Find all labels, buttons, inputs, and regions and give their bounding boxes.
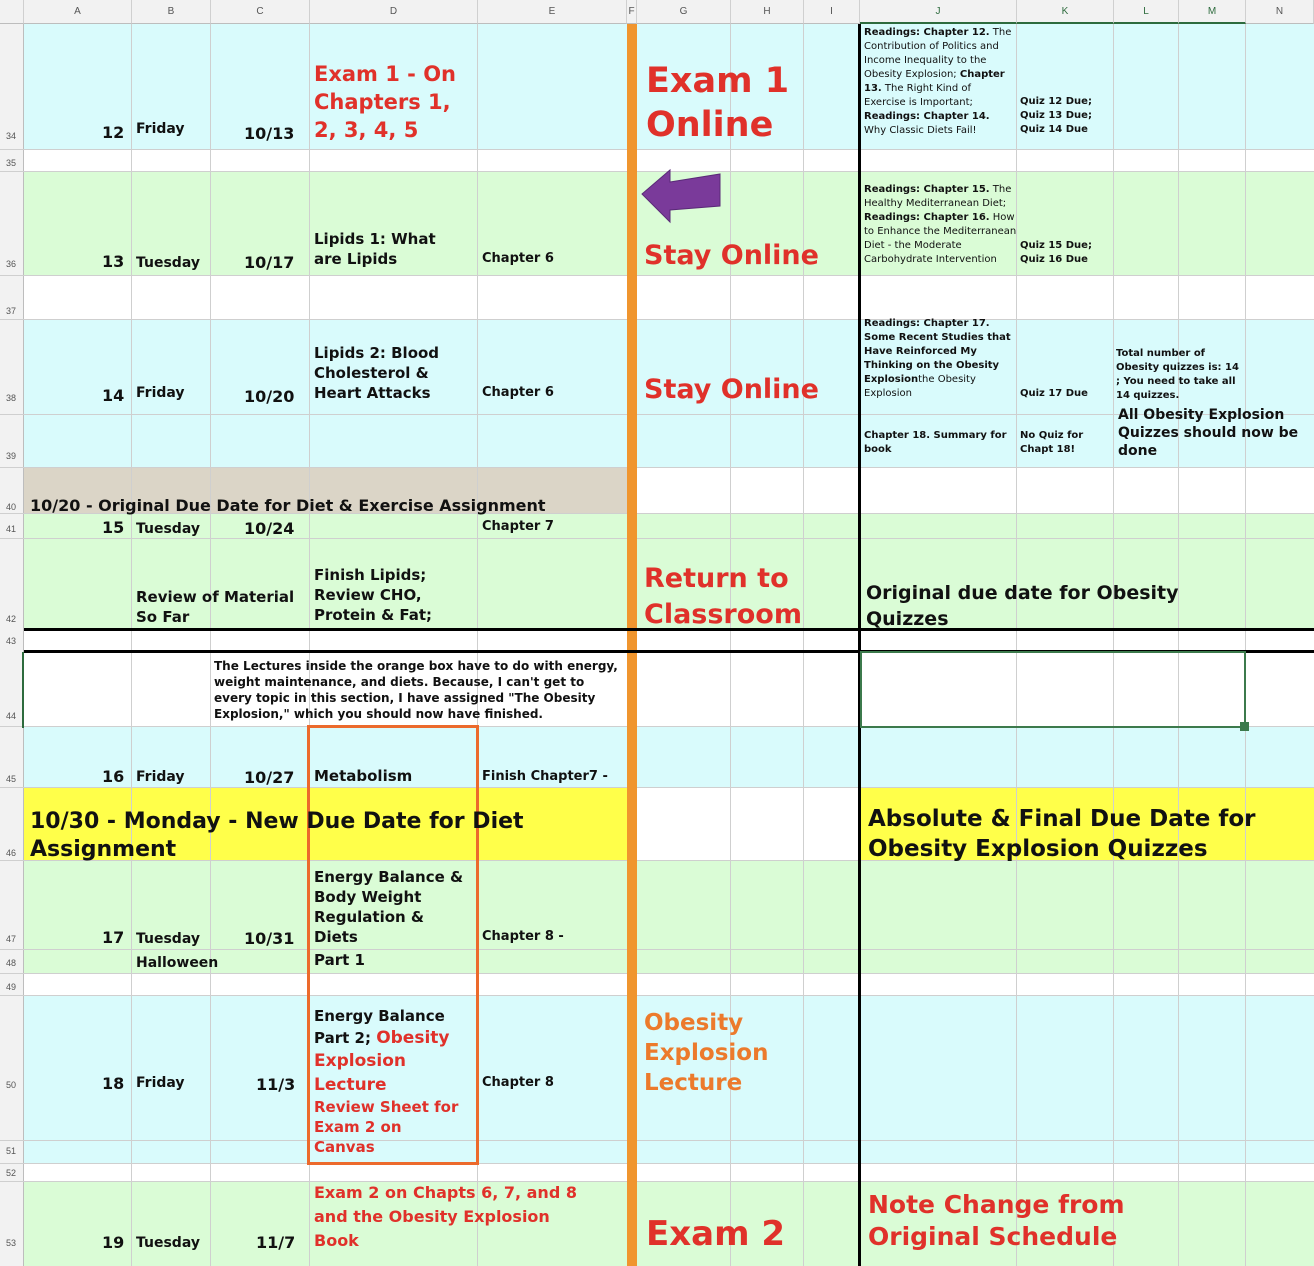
total-quiz-note[interactable]: Total number of Obesity quizzes is: 14 ; You need to take all 14 quizzes. xyxy=(1116,348,1239,401)
lecture-date[interactable]: 10/27 xyxy=(244,768,295,787)
topic-line: Lipids 2: Blood xyxy=(314,344,440,362)
orange-column-border xyxy=(627,24,637,1266)
status-line: Return to xyxy=(644,563,789,594)
column-header-l[interactable]: L xyxy=(1114,0,1179,24)
quiz-line: Quiz 14 Due xyxy=(1020,124,1088,135)
row-header-50[interactable]: 50 xyxy=(6,1080,17,1090)
gridline xyxy=(0,1181,1314,1182)
column-header-k[interactable]: K xyxy=(1017,0,1114,24)
column-header-h[interactable]: H xyxy=(731,0,804,24)
topic-line: Finish Lipids; xyxy=(314,566,427,584)
lecture-number[interactable]: 13 xyxy=(102,252,125,271)
banner-line: Absolute & Final Due Date for xyxy=(868,806,1256,832)
review-line: Canvas xyxy=(314,1138,375,1156)
lecture-date[interactable]: 11/7 xyxy=(256,1233,296,1252)
reading-text: Why Classic Diets Fail! xyxy=(864,125,977,136)
chapter-ref[interactable]: Chapter 8 - xyxy=(482,929,564,944)
row-header-39[interactable]: 39 xyxy=(6,451,17,461)
reading-bold: Readings: Chapter 15. xyxy=(864,184,990,195)
all-quizzes-done[interactable]: All Obesity Explosion Quizzes should now be done xyxy=(1118,407,1299,459)
reading-text: The Right Kind of Exercise is Important; xyxy=(864,83,973,108)
gridline xyxy=(0,787,1314,788)
lecture-date[interactable]: 11/3 xyxy=(256,1075,296,1094)
chapter-ref[interactable]: Finish Chapter7 - xyxy=(482,769,608,784)
banner-line: Assignment xyxy=(30,837,177,862)
status-exam2[interactable]: Exam 2 xyxy=(646,1214,786,1254)
lecture-day[interactable]: Friday xyxy=(136,769,185,785)
note-line: Original due date for Obesity xyxy=(866,582,1179,604)
halloween-note[interactable]: Halloween xyxy=(136,955,219,971)
topic-metabolism[interactable]: Metabolism xyxy=(314,767,413,785)
selected-cell-range[interactable] xyxy=(860,651,1246,728)
row-header-48[interactable]: 48 xyxy=(6,958,17,968)
gridline xyxy=(0,538,1314,539)
gridline xyxy=(0,1140,1314,1141)
column-header-m[interactable]: M xyxy=(1179,0,1246,24)
reading-bold: Readings: Chapter 14. xyxy=(864,111,990,122)
row-header-42[interactable]: 42 xyxy=(6,614,17,624)
gridline xyxy=(0,275,1314,276)
reading-bold: Readings: Chapter 16. xyxy=(864,212,990,223)
reading-text: The Healthy Mediterranean Diet; xyxy=(864,184,1012,209)
chapter-ref[interactable]: Chapter 7 xyxy=(482,519,554,534)
row-header-52[interactable]: 52 xyxy=(6,1168,17,1178)
topic-line: Exam 2 on Chapts 6, 7, and 8 xyxy=(314,1183,577,1202)
reading-bold: Readings: Chapter 12. xyxy=(864,27,990,38)
row-header-44[interactable]: 44 xyxy=(6,711,17,721)
topic-part1[interactable]: Part 1 xyxy=(314,951,365,969)
quiz-line: Quiz 15 Due; xyxy=(1020,240,1092,251)
row-header-34[interactable]: 34 xyxy=(6,131,17,141)
readings-17[interactable] xyxy=(864,317,1014,401)
topic-finish-lipids[interactable] xyxy=(314,565,432,625)
reading-text: How to Enhance the Mediterranean Diet - the Moderate Carbohydrate Intervention xyxy=(864,212,1017,265)
row-header-51[interactable]: 51 xyxy=(6,1146,17,1156)
topic-line: Chapters 1, xyxy=(314,90,451,114)
topic-line: Regulation & xyxy=(314,908,425,926)
row-header-41[interactable]: 41 xyxy=(6,524,17,534)
gridline xyxy=(0,149,1314,150)
quiz-line: Quiz 12 Due; xyxy=(1020,96,1092,107)
reading-bold: Chapter 13. xyxy=(864,69,1005,94)
topic-line: Book xyxy=(314,1231,359,1250)
status-line: Lecture xyxy=(644,1070,743,1096)
column-header-n[interactable]: N xyxy=(1246,0,1314,24)
row-header-49[interactable]: 49 xyxy=(6,982,17,992)
review-line: So Far xyxy=(136,608,190,626)
readings-15-16[interactable] xyxy=(864,183,1018,267)
row-header-35[interactable]: 35 xyxy=(6,158,17,168)
quizzes-15-16[interactable] xyxy=(1020,239,1092,267)
column-header-d[interactable]: D xyxy=(310,0,478,24)
topic-line: Cholesterol & xyxy=(314,364,429,382)
gridline xyxy=(0,467,1314,468)
topic-red-line: Obesity xyxy=(376,1028,450,1048)
lecture-number[interactable]: 17 xyxy=(102,928,125,947)
note-schedule-change[interactable] xyxy=(868,1189,1125,1253)
row-header-38[interactable]: 38 xyxy=(6,393,17,403)
topic-lipids1[interactable] xyxy=(314,229,436,269)
topic-exam2[interactable] xyxy=(314,1181,577,1253)
gridline xyxy=(1178,24,1179,1266)
band-row-47-48-right xyxy=(637,861,1314,973)
original-due-obesity[interactable] xyxy=(866,580,1179,632)
lecture-date[interactable]: 10/24 xyxy=(244,519,295,538)
lecture-day[interactable]: Friday xyxy=(136,385,185,401)
gridline xyxy=(0,995,1314,996)
topic-line: Lipids 1: What xyxy=(314,230,436,248)
status-stay-online[interactable]: Stay Online xyxy=(644,240,819,271)
no-quiz-18[interactable]: No Quiz for Chapt 18! xyxy=(1020,430,1084,455)
lecture-day[interactable]: Tuesday xyxy=(136,255,200,271)
status-line: Classroom xyxy=(644,599,802,630)
fill-handle[interactable] xyxy=(1240,722,1249,731)
lecture-number[interactable]: 19 xyxy=(102,1233,125,1252)
row-header-53[interactable]: 53 xyxy=(6,1238,17,1248)
status-line: Online xyxy=(646,105,774,145)
topic-line: Diets xyxy=(314,928,358,946)
topic-line: Exam 1 - On xyxy=(314,62,457,86)
left-arrow-icon xyxy=(640,168,724,224)
topic-line: Part 2; xyxy=(314,1029,371,1047)
gridline xyxy=(0,1163,1314,1164)
row-header-45[interactable]: 45 xyxy=(6,774,17,784)
gridline xyxy=(0,319,1314,320)
topic-red-line: Explosion xyxy=(314,1051,406,1071)
lecture-day[interactable]: Tuesday xyxy=(136,521,200,537)
column-header-j[interactable]: J xyxy=(860,0,1017,24)
row-header-47[interactable]: 47 xyxy=(6,934,17,944)
review-line: Review of Material xyxy=(136,588,295,606)
row-header-46[interactable]: 46 xyxy=(6,848,17,858)
topic-line: Body Weight xyxy=(314,888,422,906)
lecture-date[interactable]: 10/13 xyxy=(244,124,295,143)
column-header-i[interactable]: I xyxy=(804,0,860,24)
lecture-date[interactable]: 10/31 xyxy=(244,929,295,948)
lecture-day[interactable]: Tuesday xyxy=(136,931,200,947)
lecture-date[interactable]: 10/17 xyxy=(244,253,295,272)
review-line: Review Sheet for xyxy=(314,1098,459,1116)
column-header-g[interactable]: G xyxy=(637,0,731,24)
quizzes-12-14[interactable] xyxy=(1020,95,1092,137)
band-row-45-right xyxy=(637,727,1314,788)
row-header-40[interactable]: 40 xyxy=(6,502,17,512)
row-header-43[interactable]: 43 xyxy=(6,636,17,646)
black-divider xyxy=(858,24,861,1266)
quiz-line: Quiz 13 Due; xyxy=(1020,110,1092,121)
lecture-day[interactable]: Friday xyxy=(136,121,185,137)
column-header-e[interactable]: E xyxy=(478,0,627,24)
topic-exam1[interactable] xyxy=(314,60,456,144)
lecture-day[interactable]: Tuesday xyxy=(136,1235,200,1251)
banner-line: Obesity Explosion Quizzes xyxy=(868,836,1208,862)
status-exam1-online[interactable] xyxy=(646,59,789,147)
status-return-classroom[interactable] xyxy=(644,561,802,633)
readings-12-14[interactable] xyxy=(864,26,1014,138)
gridline xyxy=(210,24,211,1266)
gridline xyxy=(803,24,804,1266)
chapter-ref[interactable]: Chapter 6 xyxy=(482,385,554,400)
gridline xyxy=(0,973,1314,974)
lecture-number[interactable]: 16 xyxy=(102,767,125,786)
column-header-b[interactable]: B xyxy=(132,0,211,24)
topic-line: Protein & Fat; xyxy=(314,606,433,624)
note-line: Quizzes xyxy=(866,608,949,630)
row-header-37[interactable]: 37 xyxy=(6,306,17,316)
row-header-36[interactable]: 36 xyxy=(6,259,17,269)
topic-line: Energy Balance & xyxy=(314,868,464,886)
topic-line: Review CHO, xyxy=(314,586,422,604)
chapter18-summary[interactable]: Chapter 18. Summary for book xyxy=(864,430,1007,455)
topic-line: and the Obesity Explosion xyxy=(314,1207,550,1226)
column-header-a[interactable]: A xyxy=(24,0,132,24)
topic-line: are Lipids xyxy=(314,250,398,268)
lecture-date[interactable]: 10/20 xyxy=(244,387,295,406)
topic-line: Heart Attacks xyxy=(314,384,431,402)
original-due-banner[interactable]: 10/20 - Original Due Date for Diet & Exercise Assignment xyxy=(30,496,546,515)
note-line: Note Change from xyxy=(868,1190,1125,1219)
topic-line: 2, 3, 4, 5 xyxy=(314,118,419,142)
review-line: Exam 2 on xyxy=(314,1118,402,1136)
status-line: Explosion xyxy=(644,1040,769,1066)
lecture-day[interactable]: Friday xyxy=(136,1075,185,1091)
chapter-ref[interactable]: Chapter 8 xyxy=(482,1075,554,1090)
review-material[interactable] xyxy=(136,587,294,627)
reading-bold: Readings: Chapter 17. Some Recent Studies that Have Reinforced My Thinking on the Obesity Explosion xyxy=(864,318,1011,385)
review-sheet-exam2[interactable] xyxy=(314,1097,458,1157)
topic-red-line: Lecture xyxy=(314,1075,387,1095)
column-header-c[interactable]: C xyxy=(211,0,310,24)
status-obesity-lecture[interactable] xyxy=(644,1008,768,1098)
banner-line: 10/30 - Monday - New Due Date for Diet xyxy=(30,809,524,834)
final-due-banner[interactable] xyxy=(868,804,1256,864)
topic-energy-balance[interactable] xyxy=(314,867,463,947)
new-due-banner[interactable] xyxy=(30,808,524,864)
lecture-number[interactable]: 12 xyxy=(102,123,125,142)
gridline xyxy=(0,414,1314,415)
gridline xyxy=(1113,24,1114,1266)
lecture-number[interactable]: 18 xyxy=(102,1074,125,1093)
note-line: Original Schedule xyxy=(868,1222,1118,1251)
corner-select-all[interactable] xyxy=(0,0,24,24)
quiz-17[interactable]: Quiz 17 Due xyxy=(1020,388,1088,399)
quiz-line: Quiz 16 Due xyxy=(1020,254,1088,265)
topic-line: Energy Balance xyxy=(314,1007,445,1025)
status-stay-online[interactable]: Stay Online xyxy=(644,374,819,405)
topic-lipids2[interactable] xyxy=(314,343,439,403)
column-header-f[interactable]: F xyxy=(627,0,637,24)
lecture-number[interactable]: 14 xyxy=(102,386,125,405)
orange-box-note[interactable]: The Lectures inside the orange box have to do with energy, weight maintenance, and diets. Because, I can't get to every topic in this section, I have assigned "The Obesity Explosion," which you should now have finished. xyxy=(214,659,618,721)
gridline xyxy=(131,24,132,1266)
gridline xyxy=(0,949,1314,950)
status-line: Exam 1 xyxy=(646,61,790,101)
topic-energy-part2[interactable] xyxy=(314,1005,450,1097)
lecture-number[interactable]: 15 xyxy=(102,518,125,537)
gridline xyxy=(1245,24,1246,1266)
reading-text: The Contribution of Politics and Income Inequality to the Obesity Explosion; xyxy=(864,27,1012,80)
reading-text: the Obesity Explosion xyxy=(864,374,976,399)
status-line: Obesity xyxy=(644,1010,744,1036)
chapter-ref[interactable]: Chapter 6 xyxy=(482,251,554,266)
